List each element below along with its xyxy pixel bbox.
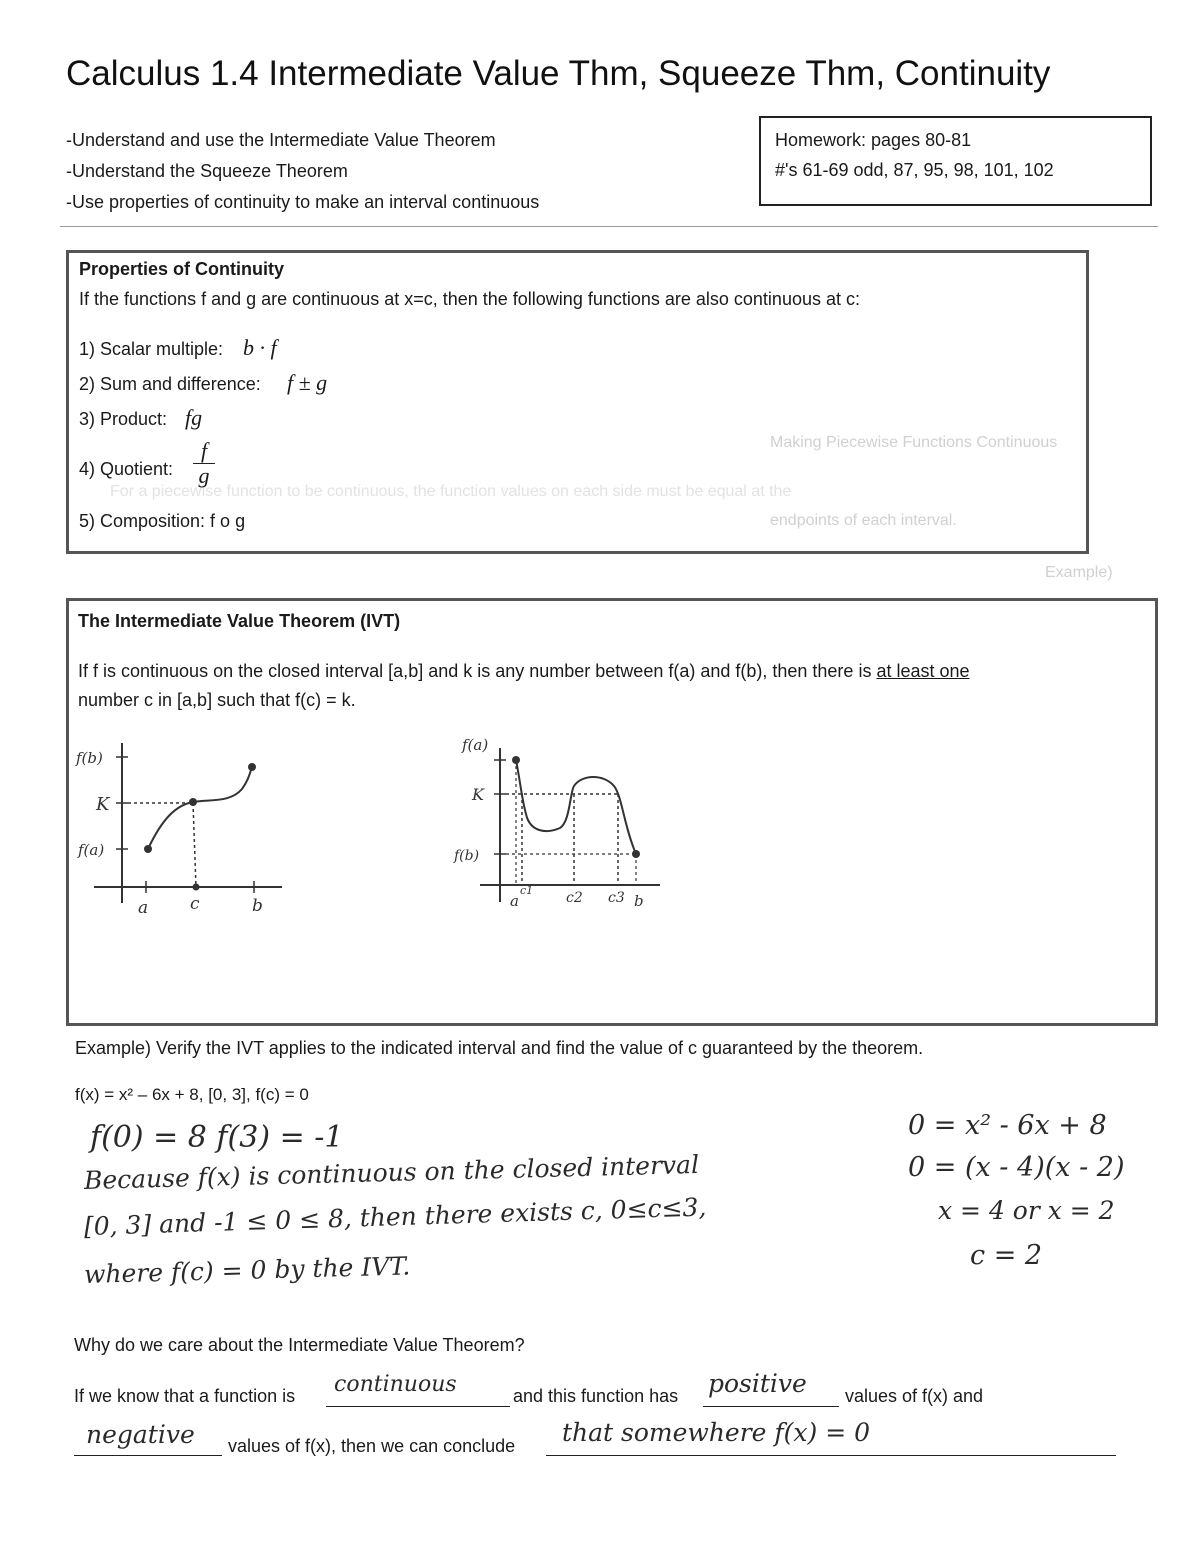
graph2-label-b: b xyxy=(634,892,644,910)
hand-work-4: c = 2 xyxy=(970,1240,1043,1271)
ivt-graph-1 xyxy=(70,735,300,920)
objective-3: -Use properties of continuity to make an interval continuous xyxy=(66,192,540,212)
ivt-statement-a: If f is continuous on the closed interval [a,b] and k is any number between f(a) and f(b), then there is xyxy=(78,661,872,681)
example-function: f(x) = x² – 6x + 8, [0, 3], f(c) = 0 xyxy=(75,1085,309,1104)
graph2-label-c2: c2 xyxy=(566,890,583,906)
graph1-point-a xyxy=(144,845,152,853)
graph2-label-c1: c1 xyxy=(520,884,534,897)
graph1-point-c xyxy=(189,798,197,806)
property-3-label: 3) Product: xyxy=(79,409,168,429)
why-fill-3: negative xyxy=(86,1420,195,1449)
property-1-label: 1) Scalar multiple: xyxy=(79,339,224,359)
why-sentence-4: values of f(x), then we can conclude xyxy=(228,1436,516,1456)
objective-2: -Understand the Squeeze Theorem xyxy=(66,161,348,181)
hand-work-3: x = 4 or x = 2 xyxy=(938,1196,1115,1225)
property-2-label: 2) Sum and difference: xyxy=(79,374,261,394)
graph2-label-k: K xyxy=(472,785,484,804)
ivt-statement-line2: number c in [a,b] such that f(c) = k. xyxy=(78,690,356,710)
graph1-point-c-axis xyxy=(193,884,200,891)
graph1-label-a: a xyxy=(138,898,149,918)
graph1-curve xyxy=(148,767,252,849)
bleed-text-2: For a piecewise function to be continuous, the function values on each side must be equal at the xyxy=(110,483,792,500)
why-fill-1: continuous xyxy=(334,1372,457,1397)
homework-problems: #'s 61-69 odd, 87, 95, 98, 101, 102 xyxy=(775,160,1054,180)
example-prompt: Example) Verify the IVT applies to the indicated interval and find the value of c guaranteed by the theorem. xyxy=(75,1038,924,1058)
property-3-expr: fg xyxy=(185,405,203,430)
bleed-text-3: endpoints of each interval. xyxy=(770,512,957,529)
graph1-label-c: c xyxy=(190,894,200,914)
graph1-label-fb: f(b) xyxy=(76,749,103,767)
property-4-denominator: g xyxy=(198,463,210,488)
graph1-point-b xyxy=(248,763,256,771)
graph1-label-fa: f(a) xyxy=(78,841,105,859)
why-fill-4: that somewhere f(x) = 0 xyxy=(562,1418,871,1447)
homework-pages: Homework: pages 80-81 xyxy=(775,130,972,150)
objective-1: -Understand and use the Intermediate Value Theorem xyxy=(66,130,496,150)
hand-reason-1: Because f(x) is continuous on the closed interval xyxy=(83,1149,700,1195)
hand-work-1: 0 = x² - 6x + 8 xyxy=(908,1110,1107,1141)
graph2-label-c3: c3 xyxy=(608,890,625,906)
bleed-text-1: Making Piecewise Functions Continuous xyxy=(770,434,1058,451)
homework-box xyxy=(759,116,1152,206)
why-blank-2 xyxy=(703,1406,839,1407)
why-blank-3 xyxy=(74,1455,222,1456)
why-sentence-3: values of f(x) and xyxy=(845,1386,984,1406)
graph2-label-fa: f(a) xyxy=(462,736,489,754)
properties-box xyxy=(66,250,1089,554)
graph2-point-b xyxy=(632,850,640,858)
property-5-label: 5) Composition: f o g xyxy=(79,511,246,531)
graph1-label-b: b xyxy=(252,896,263,916)
why-sentence-2: and this function has xyxy=(513,1386,679,1406)
property-1-expr: b · f xyxy=(243,335,277,360)
graph2-label-fb: f(b) xyxy=(454,848,480,864)
bleed-text-4: Example) xyxy=(1045,564,1113,581)
hand-values: f(0) = 8 f(3) = -1 xyxy=(90,1120,344,1155)
hand-reason-3: where f(c) = 0 by the IVT. xyxy=(83,1251,411,1289)
page-title: Calculus 1.4 Intermediate Value Thm, Squeeze Thm, Continuity xyxy=(66,54,1051,93)
ivt-heading: The Intermediate Value Theorem (IVT) xyxy=(78,611,401,631)
graph2-point-a xyxy=(512,756,520,764)
property-2-expr: f ± g xyxy=(287,370,328,395)
property-4-numerator: f xyxy=(193,439,215,464)
why-blank-1 xyxy=(326,1406,510,1407)
properties-heading: Properties of Continuity xyxy=(79,259,285,279)
hand-work-2: 0 = (x - 4)(x - 2) xyxy=(908,1152,1125,1183)
graph1-label-k: K xyxy=(96,794,110,815)
why-question: Why do we care about the Intermediate Value Theorem? xyxy=(74,1335,525,1355)
why-sentence-1: If we know that a function is xyxy=(74,1386,296,1406)
property-4-fraction xyxy=(193,439,215,488)
ivt-statement-underline: at least one xyxy=(876,661,970,681)
property-4-label: 4) Quotient: xyxy=(79,459,174,479)
why-blank-4 xyxy=(546,1455,1116,1456)
why-fill-2: positive xyxy=(708,1369,807,1398)
hand-reason-2: [0, 3] and -1 ≤ 0 ≤ 8, then there exists c, 0≤c≤3, xyxy=(83,1192,707,1241)
graph2-label-a: a xyxy=(510,892,519,910)
ivt-statement-line1 xyxy=(78,661,970,682)
properties-intro: If the functions f and g are continuous at x=c, then the following functions are also continuous at c: xyxy=(79,289,860,309)
divider xyxy=(60,226,1158,227)
ivt-graph-2 xyxy=(450,730,670,915)
graph1-c-dash xyxy=(193,803,196,887)
